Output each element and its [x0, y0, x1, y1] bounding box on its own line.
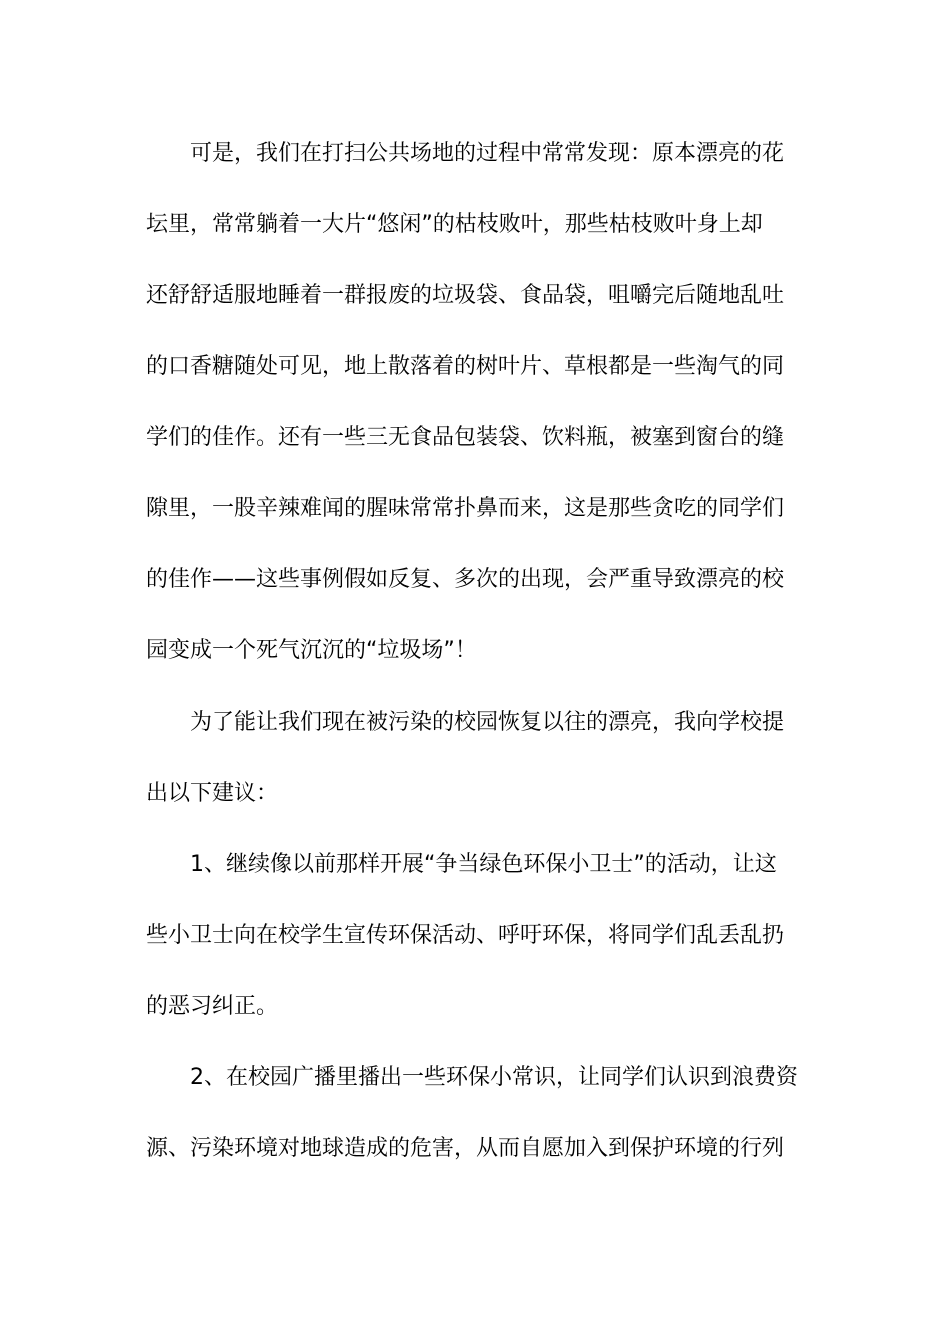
- suggestion-1-line-2: 些小卫士向在校学生宣传环保活动、呼吁环保，将同学们乱丢乱扔: [146, 923, 785, 948]
- suggestion-1-line-3: 的恶习纠正。: [146, 994, 279, 1019]
- paragraph-2-line-1: 为了能让我们现在被污染的校园恢复以往的漂亮，我向学校提: [190, 710, 785, 735]
- paragraph-1-line-1: 可是，我们在打扫公共场地的过程中常常发现：原本漂亮的花: [190, 141, 785, 166]
- paragraph-1-line-3: 还舒舒适服地睡着一群报废的垃圾袋、食品袋，咀嚼完后随地乱吐: [146, 283, 785, 308]
- paragraph-1-line-5: 学们的佳作。还有一些三无食品包装袋、饮料瓶，被塞到窗台的缝: [146, 425, 785, 450]
- suggestion-1-line-1: 1、继续像以前那样开展“争当绿色环保小卫士”的活动，让这: [190, 852, 777, 877]
- paragraph-1-line-4: 的口香糖随处可见，地上散落着的树叶片、草根都是一些淘气的同: [146, 354, 785, 379]
- paragraph-1-line-2: 坛里，常常躺着一大片“悠闲”的枯枝败叶，那些枯枝败叶身上却: [146, 212, 763, 237]
- paragraph-2-line-2: 出以下建议：: [146, 781, 279, 806]
- paragraph-1-line-7: 的佳作——这些事例假如反复、多次的出现，会严重导致漂亮的校: [146, 567, 785, 592]
- paragraph-1-line-6: 隙里，一股辛辣难闻的腥味常常扑鼻而来，这是那些贪吃的同学们: [146, 496, 785, 521]
- suggestion-2-line-1: 2、在校园广播里播出一些环保小常识，让同学们认识到浪费资: [190, 1065, 798, 1090]
- suggestion-2-line-2: 源、污染环境对地球造成的危害，从而自愿加入到保护环境的行列: [146, 1136, 785, 1161]
- paragraph-1-line-8: 园变成一个死气沉沉的“垃圾场”！: [146, 638, 477, 663]
